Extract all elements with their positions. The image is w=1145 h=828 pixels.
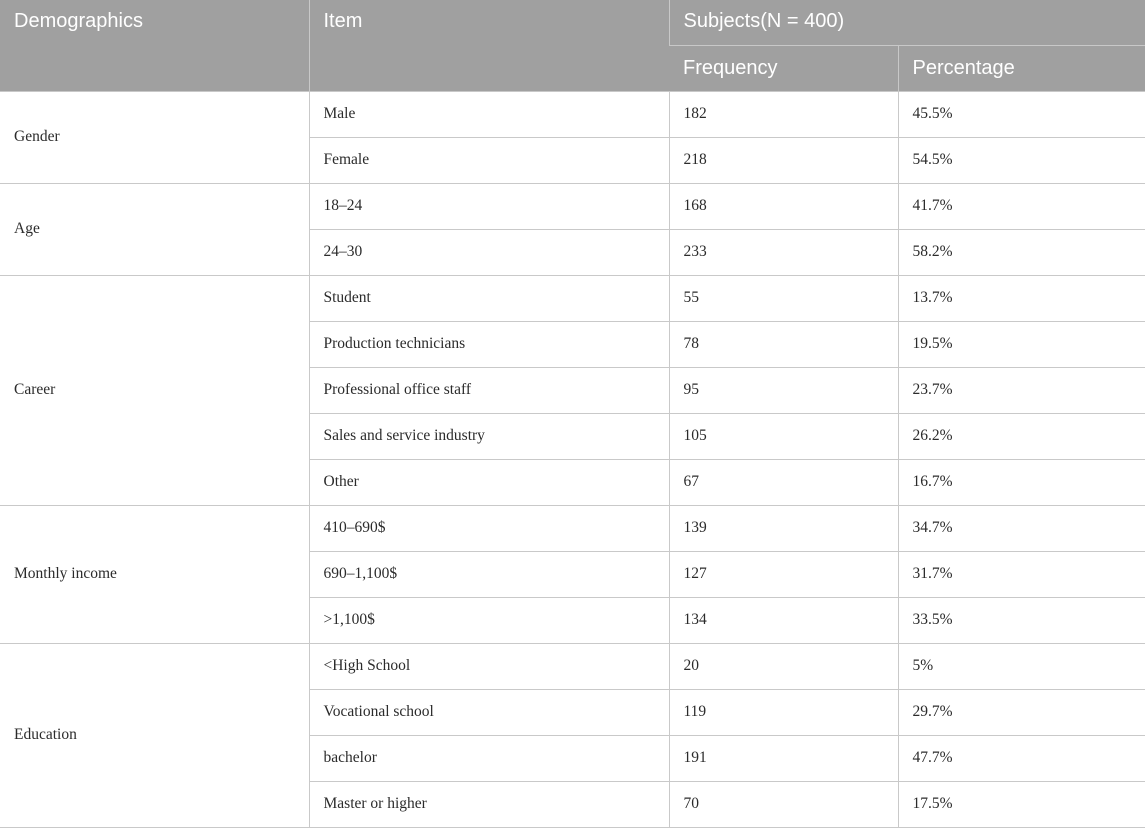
percentage-cell: 41.7%: [898, 183, 1145, 229]
item-cell: Female: [309, 137, 669, 183]
percentage-cell: 45.5%: [898, 91, 1145, 137]
header-item: Item: [309, 0, 669, 91]
group-label: Age: [0, 183, 309, 275]
percentage-cell: 31.7%: [898, 551, 1145, 597]
item-cell: Male: [309, 91, 669, 137]
frequency-cell: 182: [669, 91, 898, 137]
header-subjects: Subjects(N = 400): [669, 0, 1145, 45]
percentage-cell: 26.2%: [898, 413, 1145, 459]
group-label: Gender: [0, 91, 309, 183]
item-cell: Sales and service industry: [309, 413, 669, 459]
frequency-cell: 119: [669, 689, 898, 735]
item-cell: Production technicians: [309, 321, 669, 367]
header-demographics: Demographics: [0, 0, 309, 91]
table-row: [0, 643, 1145, 689]
frequency-cell: 168: [669, 183, 898, 229]
table-row: [0, 91, 1145, 137]
frequency-cell: 134: [669, 597, 898, 643]
item-cell: >1,100$: [309, 597, 669, 643]
frequency-cell: 78: [669, 321, 898, 367]
table-body: [0, 91, 1145, 827]
header-frequency: Frequency: [669, 45, 898, 91]
frequency-cell: 95: [669, 367, 898, 413]
item-cell: bachelor: [309, 735, 669, 781]
item-cell: 690–1,100$: [309, 551, 669, 597]
frequency-cell: 70: [669, 781, 898, 827]
frequency-cell: 139: [669, 505, 898, 551]
frequency-cell: 191: [669, 735, 898, 781]
table-row: [0, 183, 1145, 229]
percentage-cell: 34.7%: [898, 505, 1145, 551]
percentage-cell: 5%: [898, 643, 1145, 689]
table-row: [0, 505, 1145, 551]
frequency-cell: 55: [669, 275, 898, 321]
frequency-cell: 127: [669, 551, 898, 597]
percentage-cell: 19.5%: [898, 321, 1145, 367]
item-cell: Student: [309, 275, 669, 321]
item-cell: 18–24: [309, 183, 669, 229]
frequency-cell: 105: [669, 413, 898, 459]
group-label: Career: [0, 275, 309, 505]
percentage-cell: 29.7%: [898, 689, 1145, 735]
item-cell: Vocational school: [309, 689, 669, 735]
table-header: [0, 0, 1145, 91]
frequency-cell: 20: [669, 643, 898, 689]
item-cell: <High School: [309, 643, 669, 689]
item-cell: 410–690$: [309, 505, 669, 551]
percentage-cell: 13.7%: [898, 275, 1145, 321]
percentage-cell: 58.2%: [898, 229, 1145, 275]
percentage-cell: 54.5%: [898, 137, 1145, 183]
frequency-cell: 67: [669, 459, 898, 505]
percentage-cell: 47.7%: [898, 735, 1145, 781]
item-cell: Other: [309, 459, 669, 505]
group-label: Education: [0, 643, 309, 827]
percentage-cell: 16.7%: [898, 459, 1145, 505]
frequency-cell: 233: [669, 229, 898, 275]
frequency-cell: 218: [669, 137, 898, 183]
table-row: [0, 275, 1145, 321]
percentage-cell: 23.7%: [898, 367, 1145, 413]
header-percentage: Percentage: [898, 45, 1145, 91]
item-cell: Professional office staff: [309, 367, 669, 413]
item-cell: Master or higher: [309, 781, 669, 827]
group-label: Monthly income: [0, 505, 309, 643]
item-cell: 24–30: [309, 229, 669, 275]
percentage-cell: 17.5%: [898, 781, 1145, 827]
percentage-cell: 33.5%: [898, 597, 1145, 643]
